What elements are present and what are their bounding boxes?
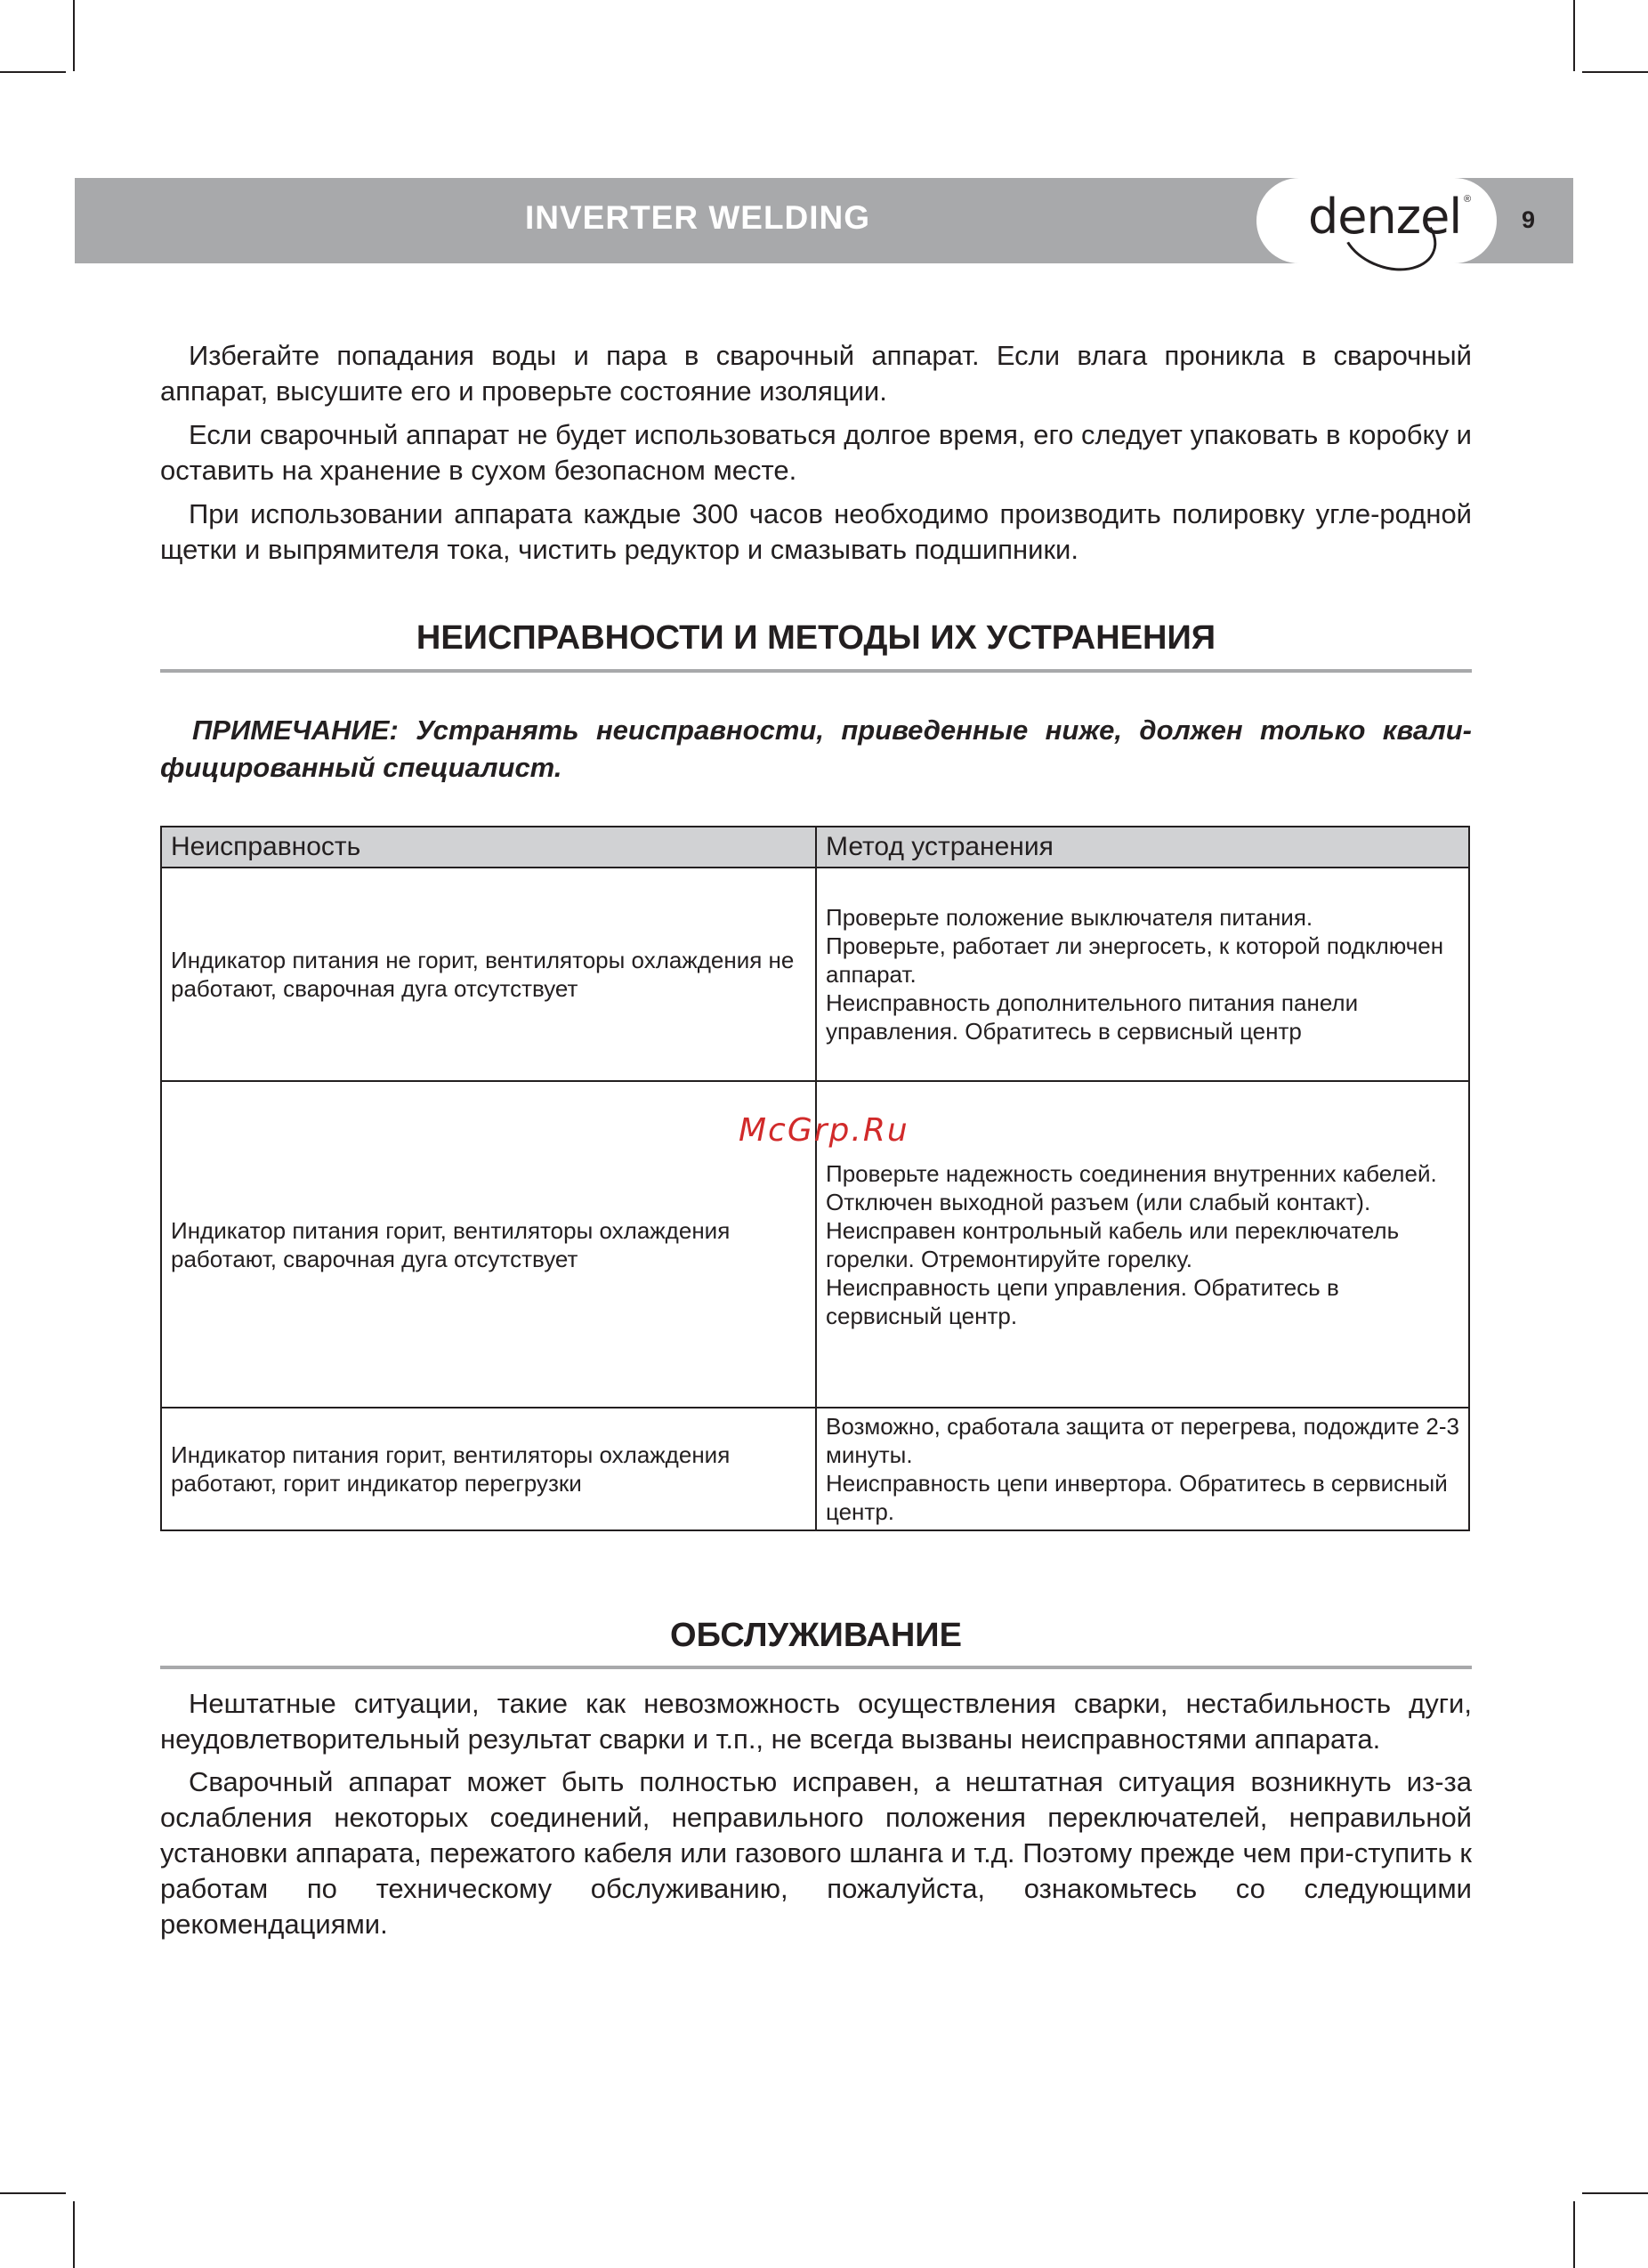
note-text: ПРИМЕЧАНИЕ: Устранять неисправности, приведенные ниже, должен только квали-фицированный специалист. (160, 714, 1472, 783)
watermark: McGrp.Ru (739, 1112, 909, 1149)
remedy-line: Проверьте положение выключателя питания. (826, 904, 1313, 931)
intro-paragraph-text: Избегайте попадания воды и пара в сварочный аппарат. Если влага проникла в сварочный аппарат, высушите его и проверьте состояние изоляции. (160, 340, 1472, 407)
table-header-row (161, 827, 1469, 868)
table-row (161, 868, 1469, 1081)
remedy-line: Возможно, сработала защита от перегрева, подождите 2-3 минуты. (826, 1413, 1459, 1468)
section-title-faults: НЕИСПРАВНОСТИ И МЕТОДЫ ИХ УСТРАНЕНИЯ (416, 619, 1216, 657)
remedy-cell (816, 1081, 1469, 1408)
remedy-line: Отключен выходной разъем (или слабый контакт). (826, 1188, 1371, 1215)
remedy-line: Неисправность цепи управления. Обратитесь в сервисный центр. (826, 1273, 1339, 1329)
remedy-line: Проверьте, работает ли энергосеть, к которой подключен аппарат. (826, 932, 1444, 988)
faults-table (160, 826, 1470, 1531)
remedy-cell (816, 1408, 1469, 1530)
crop-mark (73, 2201, 75, 2268)
crop-mark (1582, 71, 1648, 73)
crop-mark (0, 71, 66, 73)
crop-mark (0, 2192, 66, 2194)
page-number: 9 (1522, 206, 1536, 233)
remedy-line: Неисправность цепи инвертора. Обратитесь в сервисный центр. (826, 1470, 1448, 1525)
intro-paragraph (160, 338, 1472, 409)
brand-registered-mark: ® (1464, 194, 1472, 205)
header-title: INVERTER WELDING (525, 199, 871, 236)
remedy-cell (816, 868, 1469, 1081)
remedy-line: Неисправность дополнительного питания панели управления. Обратитесь в сервисный центр (826, 989, 1359, 1045)
remedy-line: Проверьте надежность соединения внутренних кабелей. (826, 1159, 1437, 1187)
intro-paragraph (160, 496, 1472, 568)
maintenance-paragraph-text: Сварочный аппарат может быть полностью исправен, а нештатная ситуация возникнуть из-за ослабления некоторых соединений, неправильного положения переключателей, неправильной установки аппарата, пережатого кабеля или газового шланга и т.д. Поэтому прежде чем при-ступить к работам по техническому обслуживанию, пожалуйста, ознакомьтесь со следующими рекомендациями. (160, 1766, 1472, 1940)
maintenance-paragraph-text: Нештатные ситуации, такие как невозможность осуществления сварки, нестабильность дуги, неудовлетворительный результат сварки и т.п., не всегда вызваны неисправностями аппарата. (160, 1688, 1472, 1755)
section-title-maintenance: ОБСЛУЖИВАНИЕ (670, 1617, 962, 1654)
table-row (161, 1408, 1469, 1530)
crop-mark (73, 0, 75, 71)
column-header-remedy: Метод устранения (816, 827, 1469, 868)
intro-paragraph (160, 417, 1472, 488)
intro-paragraph-text: При использовании аппарата каждые 300 часов необходимо производить полировку угле-родной щетки и выпрямителя тока, чистить редуктор и смазывать подшипники. (160, 498, 1472, 565)
crop-mark (1582, 2192, 1648, 2194)
column-header-fault: Неисправность (161, 827, 816, 868)
crop-mark (1573, 2201, 1575, 2268)
fault-cell: Индикатор питания не горит, вентиляторы охлаждения не работают, сварочная дуга отсутствует (161, 868, 816, 1081)
maintenance-paragraph (160, 1686, 1472, 1757)
intro-paragraph-text: Если сварочный аппарат не будет использоваться долгое время, его следует упаковать в коробку и оставить на хранение в сухом безопасном месте. (160, 419, 1472, 486)
crop-mark (1573, 0, 1575, 71)
note-paragraph (160, 712, 1472, 787)
maintenance-paragraph (160, 1764, 1472, 1942)
section-divider (160, 1666, 1472, 1669)
fault-cell: Индикатор питания горит, вентиляторы охлаждения работают, сварочная дуга отсутствует (161, 1081, 816, 1408)
fault-cell: Индикатор питания горит, вентиляторы охлаждения работают, горит индикатор перегрузки (161, 1408, 816, 1530)
remedy-line: Неисправен контрольный кабель или переключатель горелки. Отремонтируйте горелку. (826, 1216, 1400, 1272)
brand-logo: denzel (1308, 189, 1462, 245)
section-divider (160, 669, 1472, 673)
